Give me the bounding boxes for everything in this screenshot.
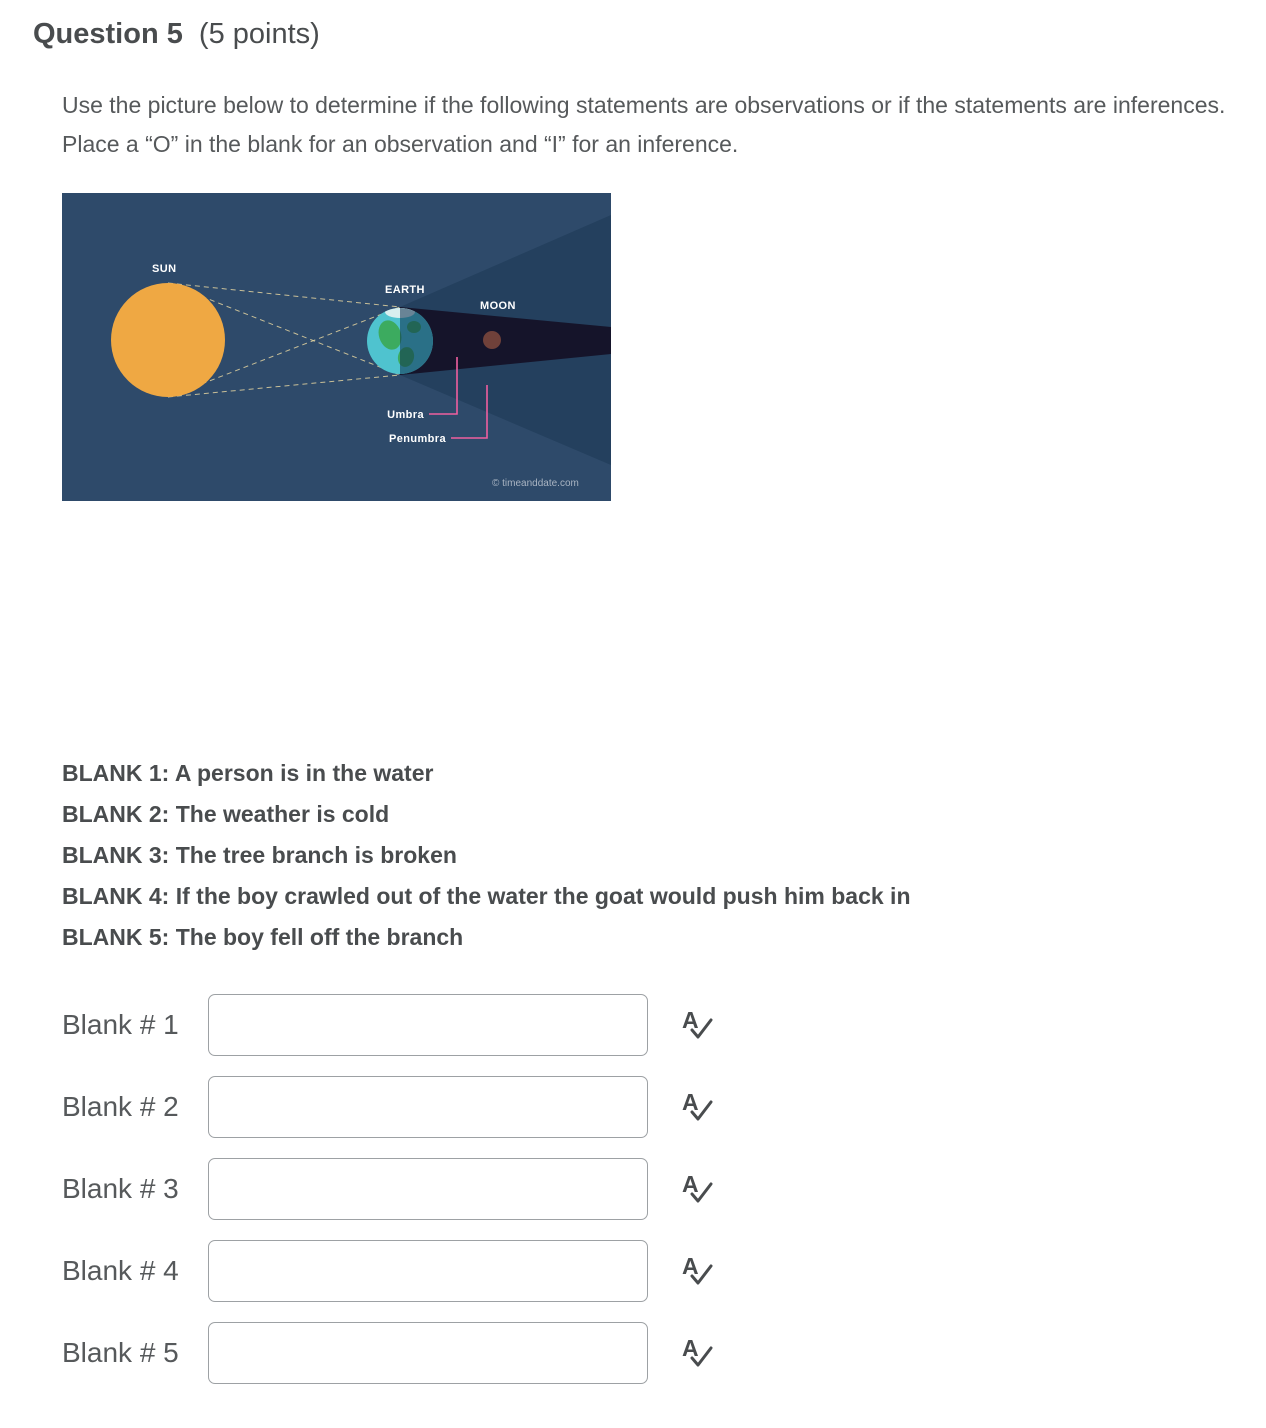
answer-blanks	[62, 994, 1233, 1384]
blank-1-label: Blank # 1	[62, 1009, 179, 1041]
question-header	[33, 16, 1233, 52]
statements-list	[62, 753, 1233, 958]
statement-blank-1: BLANK 1: A person is in the water	[62, 760, 434, 787]
image-credit: © timeanddate.com	[492, 478, 579, 490]
eclipse-diagram-image	[62, 193, 611, 501]
blank-row-5	[62, 1322, 1233, 1384]
sun-icon	[111, 283, 225, 397]
blank-1-input[interactable]	[208, 994, 648, 1056]
eclipse-diagram-svg	[62, 193, 611, 501]
spellcheck-icon[interactable]	[678, 1333, 716, 1373]
sun-label: SUN	[152, 263, 177, 276]
moon-icon	[483, 331, 501, 349]
blank-2-label: Blank # 2	[62, 1091, 179, 1123]
question-instructions: Use the picture below to determine if the following statements are observations or if the statements are inferences. Place a “O” in the blank for an observation and “I” for an inference.	[62, 92, 1226, 158]
spellcheck-icon[interactable]	[678, 1087, 716, 1127]
spellcheck-icon[interactable]	[678, 1169, 716, 1209]
umbra-label: Umbra	[387, 409, 424, 422]
blank-4-input[interactable]	[208, 1240, 648, 1302]
blank-2-input[interactable]	[208, 1076, 648, 1138]
svg-text:A: A	[682, 1089, 699, 1116]
moon-label: MOON	[480, 300, 516, 313]
blank-5-input[interactable]	[208, 1322, 648, 1384]
spellcheck-icon[interactable]	[678, 1251, 716, 1291]
question-points: (5 points)	[198, 18, 320, 50]
question-title: Question 5	[33, 18, 183, 50]
blank-row-1	[62, 994, 1233, 1056]
svg-text:A: A	[682, 1335, 699, 1362]
blank-3-input[interactable]	[208, 1158, 648, 1220]
blank-5-label: Blank # 5	[62, 1337, 179, 1369]
svg-text:A: A	[682, 1253, 699, 1280]
spellcheck-icon[interactable]	[678, 1005, 716, 1045]
statement-blank-3: BLANK 3: The tree branch is broken	[62, 842, 457, 869]
question-content	[62, 86, 1233, 1384]
statement-blank-4: BLANK 4: If the boy crawled out of the water the goat would push him back in	[62, 883, 911, 910]
svg-text:A: A	[682, 1007, 699, 1034]
blank-4-label: Blank # 4	[62, 1255, 179, 1287]
statement-blank-2: BLANK 2: The weather is cold	[62, 801, 390, 828]
svg-text:A: A	[682, 1171, 699, 1198]
blank-row-3	[62, 1158, 1233, 1220]
penumbra-label: Penumbra	[389, 433, 446, 446]
blank-row-4	[62, 1240, 1233, 1302]
blank-3-label: Blank # 3	[62, 1173, 179, 1205]
statement-blank-5: BLANK 5: The boy fell off the branch	[62, 924, 464, 951]
earth-label: EARTH	[385, 284, 425, 297]
blank-row-2	[62, 1076, 1233, 1138]
